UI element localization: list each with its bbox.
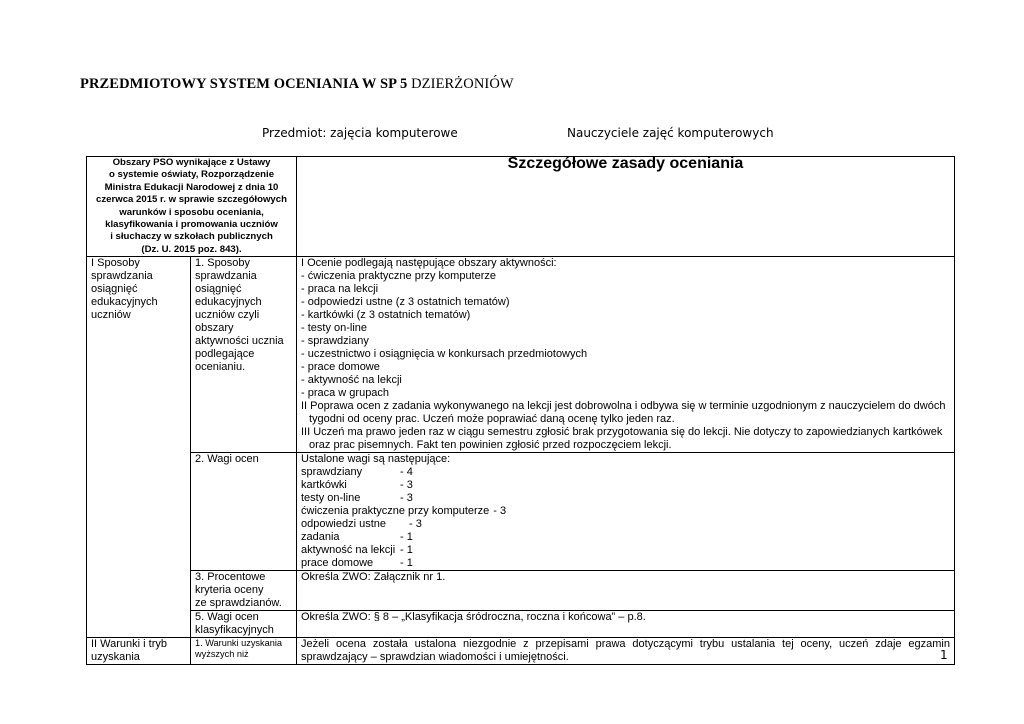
header-left-line: o systemie oświaty, Rozporządzenie xyxy=(108,169,275,181)
content-line: - praca na lekcji xyxy=(301,283,379,296)
content-line: oraz prac pisemnych. Fakt ten powinien zgłosić przed rozpoczęciem lekcji. xyxy=(309,439,672,452)
area1-label-cell xyxy=(87,257,191,638)
weight-name: zadania xyxy=(301,531,340,544)
weight-name: sprawdziany xyxy=(301,466,363,479)
area2-label-cell xyxy=(87,638,191,665)
content-line: - aktywność na lekcji xyxy=(301,374,402,387)
sub2-label-cell: 2. Wagi ocen xyxy=(191,453,297,571)
table-row xyxy=(87,453,955,571)
area-label-line: II Warunki i tryb xyxy=(91,638,167,651)
weight-value: - 3 xyxy=(493,505,507,518)
weight-value: - 1 xyxy=(400,531,413,544)
weight-value: - 4 xyxy=(400,466,413,479)
weight-name: ćwiczenia praktyczne przy komputerze xyxy=(301,505,490,518)
sub-label-line: aktywności ucznia xyxy=(195,335,284,348)
weight-name: aktywność na lekcji xyxy=(301,544,396,557)
content-line: tygodni od oceny prac. Uczeń może poprawiać daną ocenę tylko jeden raz. xyxy=(309,413,675,426)
area-label-line: sprawdzania xyxy=(91,270,153,283)
sub-label-line: podlegające xyxy=(195,348,255,361)
weight-value: - 1 xyxy=(400,557,413,570)
weight-name: testy on-line xyxy=(301,492,361,505)
content-line: - ćwiczenia praktyczne przy komputerze xyxy=(301,270,497,283)
area2-sub1-content-cell: Jeżeli ocena została ustalona niezgodnie z przepisami prawa dotyczącymi trybu ustalania tej oceny, uczeń zdaje egzamin sprawdzający – sprawdzian wiadomości i umiejętności. xyxy=(297,638,955,665)
sub3-content-cell: Określa ZWO: Załącznik nr 1. xyxy=(297,571,955,611)
sub-label-line: osiągnięć xyxy=(195,283,242,296)
header-left-line: czerwca 2015 r. w sprawie szczegółowych xyxy=(96,194,287,206)
weight-row xyxy=(301,479,950,492)
weight-name: kartkówki xyxy=(301,479,347,492)
table-header-row xyxy=(87,157,955,257)
sub-label-line: klasyfikacyjnych xyxy=(195,624,274,637)
header-left-line: klasyfikowania i promowania uczniów xyxy=(105,219,278,231)
title-normal: DZIERŻONIÓW xyxy=(411,76,514,92)
sub5-label-cell xyxy=(191,611,297,638)
table-row xyxy=(87,571,955,611)
table-row xyxy=(87,611,955,638)
title-bold: PRZEDMIOTOWY SYSTEM OCENIANIA W SP 5 xyxy=(80,76,408,92)
weight-row xyxy=(301,531,950,544)
sub5-content-cell: Określa ZWO: § 8 – „Klasyfikacja śródroczna, roczna i końcowa” – p.8. xyxy=(297,611,955,638)
grading-table xyxy=(86,156,955,665)
area-label-line: I Sposoby xyxy=(91,257,140,270)
sub-label-line: 5. Wagi ocen xyxy=(195,611,259,624)
content-line: - odpowiedzi ustne (z 3 ostatnich tematów) xyxy=(301,296,510,309)
weight-value: - 1 xyxy=(400,544,413,557)
weights-intro: Ustalone wagi są następujące: xyxy=(301,453,451,466)
page-title xyxy=(80,76,514,93)
weight-name: odpowiedzi ustne xyxy=(301,518,387,531)
weight-row xyxy=(301,518,950,531)
content-line: III Uczeń ma prawo jeden raz w ciągu semestru zgłosić brak przygotowania się do lekcji. Nie dotyczy to zapowiedzianych kartkówek xyxy=(301,426,943,439)
header-left-line: Obszary PSO wynikające z Ustawy xyxy=(112,157,271,168)
header-left-cell xyxy=(87,157,297,257)
sub-label-line: kryteria oceny xyxy=(195,584,264,597)
sub-label-line: 3. Procentowe xyxy=(195,571,266,584)
weight-row xyxy=(301,544,950,557)
weight-value: - 3 xyxy=(400,479,413,492)
sub2-content-cell xyxy=(297,453,955,571)
table-row xyxy=(87,638,955,665)
weight-row xyxy=(301,557,950,570)
weight-row xyxy=(301,505,950,518)
weight-name: prace domowe xyxy=(301,557,374,570)
sub-label-line: 1. Warunki uzyskania xyxy=(195,638,282,649)
content-line: - prace domowe xyxy=(301,361,380,374)
sub-label-line: 1. Sposoby xyxy=(195,257,251,270)
sub-label-line: ze sprawdzianów. xyxy=(195,597,282,610)
table-row xyxy=(87,257,955,453)
content-line: - sprawdziany xyxy=(301,335,369,348)
header-left-line: warunków i sposobu oceniania, xyxy=(119,206,264,218)
sub-label-line: sprawdzania xyxy=(195,270,257,283)
header-left-line: Ministra Edukacji Narodowej z dnia 10 xyxy=(104,181,279,193)
weight-value: - 3 xyxy=(400,492,413,505)
sub-label-line: ocenianiu. xyxy=(195,361,246,374)
header-left-line: (Dz. U. 2015 poz. 843). xyxy=(141,243,242,255)
subject-label: Przedmiot: zajęcia komputerowe xyxy=(262,126,458,140)
weight-row xyxy=(301,466,950,479)
header-left-line: i słuchaczy w szkołach publicznych xyxy=(110,231,273,243)
sub1-content-cell xyxy=(297,257,955,453)
content-line: - praca w grupach xyxy=(301,387,390,400)
area-label-line: uzyskania xyxy=(91,651,140,664)
content-line: - uczestnictwo i osiągnięcia w konkursach przedmiotowych xyxy=(301,348,588,361)
content-line: II Poprawa ocen z zadania wykonywanego na lekcji jest dobrowolna i odbywa się w terminie uzgodnionym z nauczycielem do dwóch xyxy=(301,400,946,413)
weight-value: - 3 xyxy=(409,518,422,531)
weight-row xyxy=(301,492,950,505)
page-number: 1 xyxy=(940,648,948,662)
area-label-line: osiągnięć xyxy=(91,283,138,296)
sub3-label-cell xyxy=(191,571,297,611)
sub-label-line: edukacyjnych xyxy=(195,296,262,309)
content-line: - testy on-line xyxy=(301,322,368,335)
sub-label-line: wyższych niż xyxy=(195,649,249,660)
sub-label-line: obszary xyxy=(195,322,234,335)
header-right-cell: Szczegółowe zasady oceniania xyxy=(297,157,955,257)
content-line: - kartkówki (z 3 ostatnich tematów) xyxy=(301,309,471,322)
teachers-label: Nauczyciele zajęć komputerowych xyxy=(567,126,774,140)
content-line: I Ocenie podlegają następujące obszary aktywności: xyxy=(301,257,557,270)
area2-sub1-label-cell xyxy=(191,638,297,665)
sub1-label-cell xyxy=(191,257,297,453)
area-label-line: edukacyjnych xyxy=(91,296,158,309)
sub-label-line: uczniów czyli xyxy=(195,309,260,322)
area-label-line: uczniów xyxy=(91,309,131,322)
